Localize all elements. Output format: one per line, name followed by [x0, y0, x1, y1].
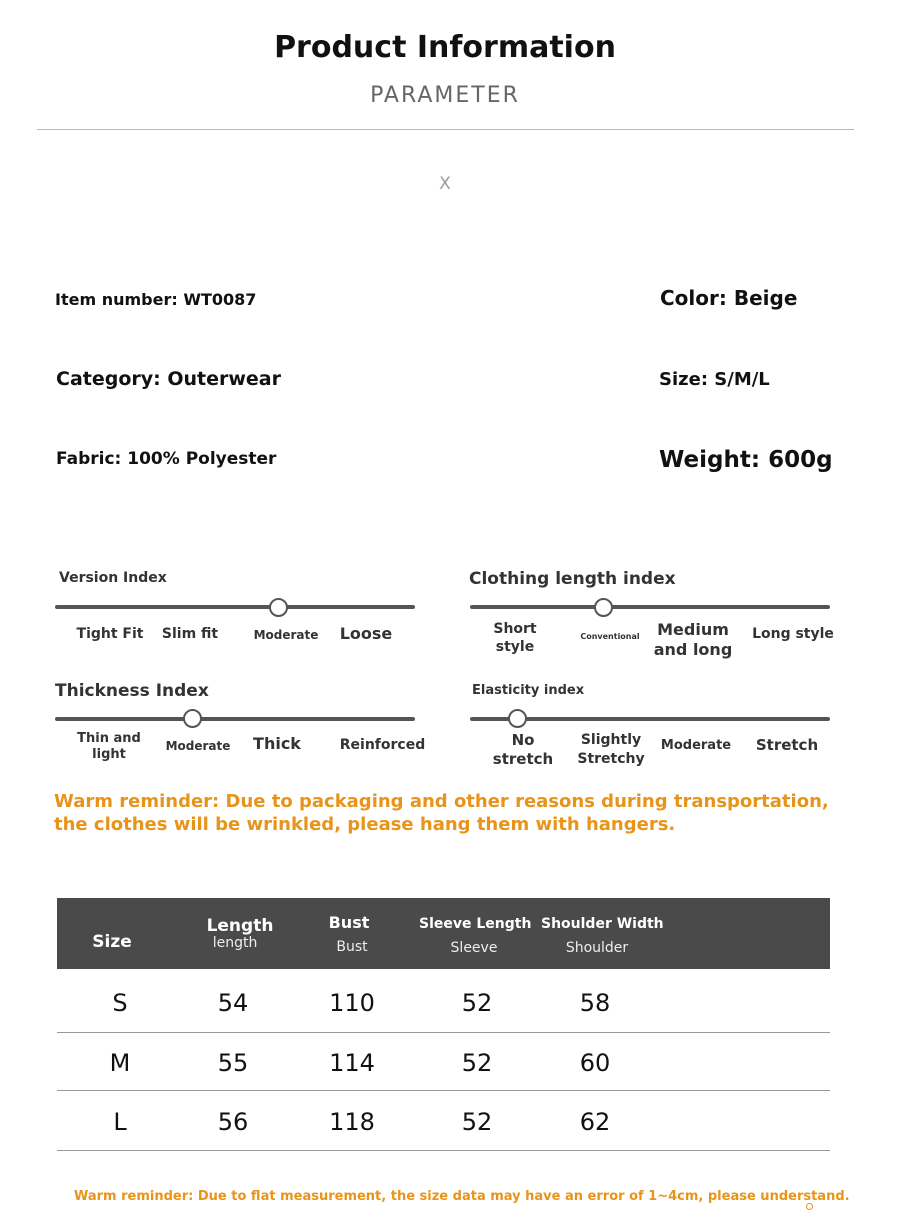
header-length-main: Length [206, 916, 274, 936]
elasticity-option-stretch: Stretch [755, 736, 819, 754]
length-option-long: Long style [752, 626, 834, 642]
length-index-knob [594, 598, 613, 617]
cell-sleeve: 52 [461, 989, 493, 1017]
version-option-loose: Loose [339, 624, 393, 643]
length-option-medium-long: Medium and long [653, 620, 733, 659]
thickness-option-moderate: Moderate [165, 739, 231, 753]
header-shoulder-main: Shoulder Width [541, 916, 664, 932]
cell-length: 54 [217, 989, 249, 1017]
cell-size: S [112, 989, 128, 1017]
elasticity-option-slightly: Slightly Stretchy [577, 732, 645, 767]
elasticity-option-moderate: Moderate [660, 738, 732, 753]
thickness-index-track [55, 717, 415, 721]
thickness-index-knob [183, 709, 202, 728]
elasticity-index-knob [508, 709, 527, 728]
version-index-knob [269, 598, 288, 617]
cell-bust: 118 [329, 1108, 375, 1136]
cell-shoulder: 62 [579, 1108, 611, 1136]
header-bust-main: Bust [328, 913, 370, 932]
cell-size: L [113, 1108, 127, 1136]
cell-bust: 110 [329, 989, 375, 1017]
length-index-label: Clothing length index [469, 569, 676, 589]
thickness-index-label: Thickness Index [55, 681, 209, 701]
row-divider [57, 1150, 830, 1151]
cell-size: M [109, 1049, 131, 1077]
header-sleeve-main: Sleeve Length [419, 916, 532, 932]
elasticity-option-no-stretch: No stretch [492, 731, 554, 768]
page-title: Product Information [274, 30, 616, 65]
cell-sleeve: 52 [461, 1108, 493, 1136]
category-info: Category: Outerwear [56, 368, 282, 390]
elasticity-index-label: Elasticity index [472, 683, 585, 698]
cell-shoulder: 60 [579, 1049, 611, 1077]
item-number: Item number: WT0087 [55, 290, 257, 309]
header-size: Size [92, 932, 132, 952]
version-index-track [55, 605, 415, 609]
header-sleeve [419, 913, 532, 959]
cell-length: 55 [217, 1049, 249, 1077]
version-index-label: Version Index [59, 570, 167, 586]
thickness-option-thick: Thick [253, 734, 301, 753]
header-shoulder [541, 913, 663, 959]
header-length [190, 915, 290, 954]
header-length-sub: length [212, 935, 258, 951]
version-option-moderate: Moderate [253, 628, 319, 642]
thickness-option-thin: Thin and light [77, 731, 141, 762]
thickness-option-reinforced: Reinforced [339, 737, 426, 753]
decorative-dot [806, 1203, 813, 1210]
header-divider [37, 129, 854, 130]
cell-sleeve: 52 [461, 1049, 493, 1077]
reminder-measurement: Warm reminder: Due to flat measurement, the size data may have an error of 1~4cm, please understand. [74, 1189, 850, 1204]
cell-bust: 114 [329, 1049, 375, 1077]
color-info: Color: Beige [660, 286, 798, 310]
reminder-packaging: Warm reminder: Due to packaging and other reasons during transportation, the clothes will be wrinkled, please hang them with hangers. [54, 791, 829, 835]
length-index-track [470, 605, 830, 609]
header-sleeve-sub: Sleeve [450, 940, 498, 956]
placeholder-mark: X [439, 174, 451, 194]
size-info: Size: S/M/L [659, 369, 770, 390]
version-option-tight: Tight Fit [76, 626, 144, 642]
row-divider [57, 1090, 830, 1091]
cell-length: 56 [217, 1108, 249, 1136]
header-shoulder-sub: Shoulder [565, 940, 629, 956]
fabric-info: Fabric: 100% Polyester [56, 449, 277, 469]
length-option-conventional: Conventional [580, 632, 640, 641]
length-option-short: Short style [493, 621, 537, 655]
weight-info: Weight: 600g [659, 447, 833, 473]
page-subtitle: PARAMETER [370, 83, 520, 108]
header-bust-sub: Bust [336, 939, 368, 955]
version-option-slim: Slim fit [161, 626, 219, 642]
cell-shoulder: 58 [579, 989, 611, 1017]
header-bust [304, 912, 394, 958]
row-divider [57, 1032, 830, 1033]
